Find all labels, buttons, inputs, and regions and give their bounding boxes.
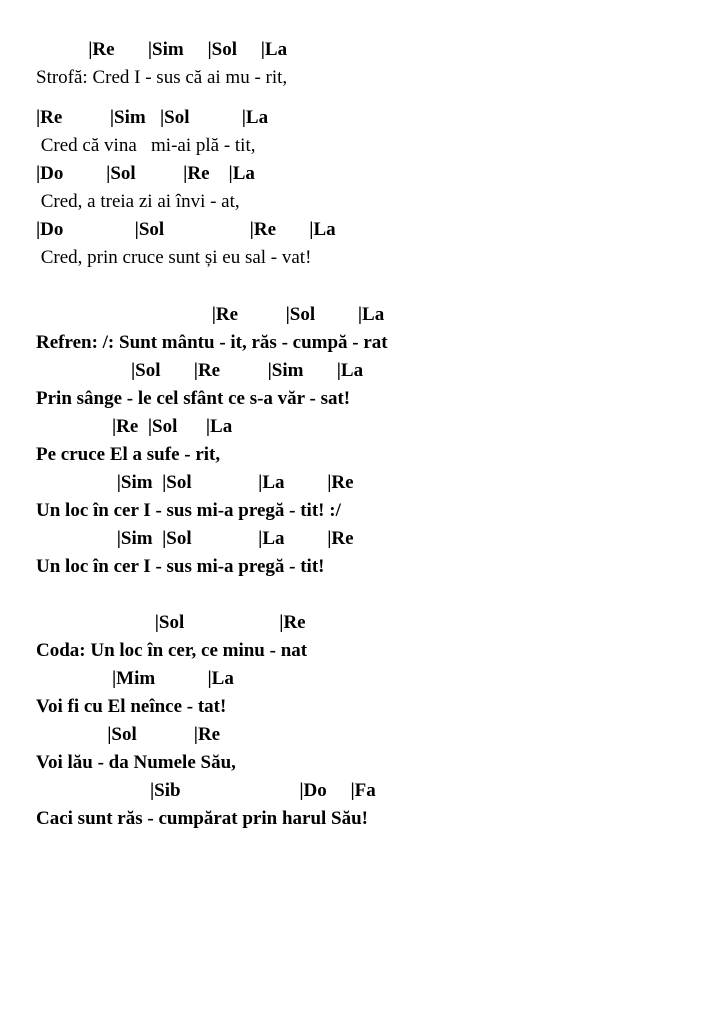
lyric-line: Cred, a treia zi ai învi - at, xyxy=(36,191,240,212)
chord-line: |Sib |Do |Fa xyxy=(36,780,376,801)
chord-line: |Do |Sol |Re |La xyxy=(36,163,255,184)
chord-line: |Do |Sol |Re |La xyxy=(36,219,336,240)
chord-line: |Re |Sim |Sol |La xyxy=(36,39,288,60)
lyric-line: Voi fi cu El neînce - tat! xyxy=(36,696,227,717)
lyric-line: Pe cruce El a sufe - rit, xyxy=(36,444,221,465)
lyric-line: Voi lău - da Numele Său, xyxy=(36,752,236,773)
chord-line: |Sol |Re xyxy=(36,724,221,745)
chord-line: |Sol |Re xyxy=(36,612,306,633)
chord-line: |Re |Sim |Sol |La xyxy=(36,107,269,128)
chord-line: |Sim |Sol |La |Re xyxy=(36,528,354,549)
lyric-line: Cred că vina mi-ai plă - tit, xyxy=(36,135,256,156)
lyric-line: Strofă: Cred I - sus că ai mu - rit, xyxy=(36,67,288,88)
chord-line: |Sol |Re |Sim |La xyxy=(36,360,364,381)
chord-line: |Mim |La xyxy=(36,668,234,689)
lyric-line: Caci sunt răs - cumpărat prin harul Său! xyxy=(36,808,368,829)
chord-line: |Re |Sol |La xyxy=(36,304,385,325)
lyric-line: Un loc în cer I - sus mi-a pregă - tit! xyxy=(36,556,325,577)
lyric-line: Un loc în cer I - sus mi-a pregă - tit! :/ xyxy=(36,500,341,521)
lyric-line: Prin sânge - le cel sfânt ce s-a văr - sat! xyxy=(36,388,351,409)
chord-line: |Re |Sol |La xyxy=(36,416,233,437)
lyric-line: Coda: Un loc în cer, ce minu - nat xyxy=(36,640,308,661)
lyric-line: Cred, prin cruce sunt și eu sal - vat! xyxy=(36,247,312,268)
lyric-line: Refren: /: Sunt mântu - it, răs - cumpă - rat xyxy=(36,332,388,353)
chord-line: |Sim |Sol |La |Re xyxy=(36,472,354,493)
